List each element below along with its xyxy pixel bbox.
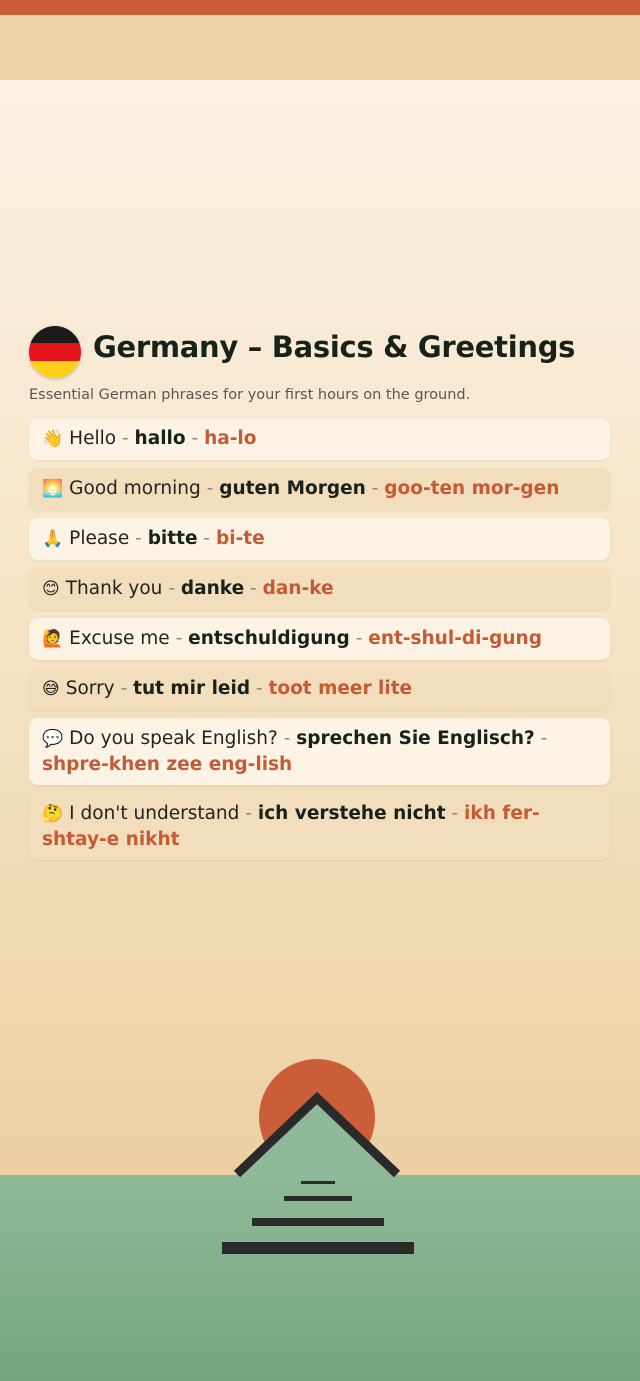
phrase-pronunciation: dan-ke bbox=[262, 578, 334, 599]
phrase-separator: - bbox=[250, 578, 257, 599]
waving-hand-icon: 👋 bbox=[42, 429, 64, 449]
phrase-german: tut mir leid bbox=[133, 678, 251, 699]
phrase-separator: - bbox=[168, 578, 175, 599]
phrase-german: hallo bbox=[134, 428, 186, 449]
phrase-separator: - bbox=[451, 803, 459, 824]
phrase-separator: - bbox=[175, 628, 183, 649]
phrase-english: I don't understand bbox=[69, 803, 240, 824]
sweat-smile-icon: 😅 bbox=[42, 679, 60, 699]
page-title: Germany – Basics & Greetings bbox=[93, 330, 576, 364]
phrase-pronunciation: ent-shul-di-gung bbox=[368, 628, 542, 649]
phrase-pronunciation: ikh fer-shtay-e nikht bbox=[42, 803, 540, 850]
thinking-face-icon: 🤔 bbox=[42, 804, 64, 824]
phrase-german: entschuldigung bbox=[188, 628, 350, 649]
phrase-pronunciation: shpre-khen zee eng-lish bbox=[42, 754, 293, 775]
phrase-separator: - bbox=[283, 728, 291, 749]
phrase-separator: - bbox=[206, 478, 214, 499]
step-line bbox=[301, 1181, 335, 1184]
phrase-separator: - bbox=[135, 528, 142, 549]
phrase-separator: - bbox=[355, 628, 363, 649]
phrase-english: Excuse me bbox=[69, 628, 170, 649]
page-subtitle: Essential German phrases for your first hours on the ground. bbox=[29, 387, 471, 403]
phrase-english: Sorry bbox=[65, 678, 115, 699]
phrase-english: Good morning bbox=[69, 478, 201, 499]
step-line bbox=[222, 1242, 414, 1254]
smiling-face-icon: 😊 bbox=[42, 579, 60, 599]
phrase-german: guten Morgen bbox=[219, 478, 366, 499]
speech-bubble-icon: 💬 bbox=[42, 729, 64, 749]
phrase-english: Please bbox=[69, 528, 130, 549]
phrase-pronunciation: bi-te bbox=[215, 528, 265, 549]
phrase-separator: - bbox=[203, 528, 211, 549]
phrase-german: ich verstehe nicht bbox=[257, 803, 446, 824]
phrase-separator: - bbox=[540, 728, 548, 749]
step-line bbox=[252, 1218, 384, 1226]
phrase-separator: - bbox=[191, 428, 199, 449]
sunrise-icon: 🌅 bbox=[42, 479, 64, 499]
phrase-english: Thank you bbox=[65, 578, 163, 599]
phrase-german: bitte bbox=[147, 528, 198, 549]
step-line bbox=[284, 1196, 352, 1201]
phrase-pronunciation: ha-lo bbox=[204, 428, 257, 449]
phrase-separator: - bbox=[255, 678, 263, 699]
phrase-german: danke bbox=[180, 578, 245, 599]
raising-hand-icon: 🙋 bbox=[42, 629, 64, 649]
phrase-english: Do you speak English? bbox=[69, 728, 278, 749]
phrase-separator: - bbox=[121, 428, 129, 449]
phrase-separator: - bbox=[245, 803, 252, 824]
phrase-separator: - bbox=[120, 678, 128, 699]
phrase-pronunciation: goo-ten mor-gen bbox=[384, 478, 560, 499]
phrase-english: Hello bbox=[69, 428, 117, 449]
folded-hands-icon: 🙏 bbox=[42, 529, 64, 549]
phrase-separator: - bbox=[371, 478, 379, 499]
phrase-german: sprechen Sie Englisch? bbox=[296, 728, 535, 749]
phrase-pronunciation: toot meer lite bbox=[268, 678, 413, 699]
